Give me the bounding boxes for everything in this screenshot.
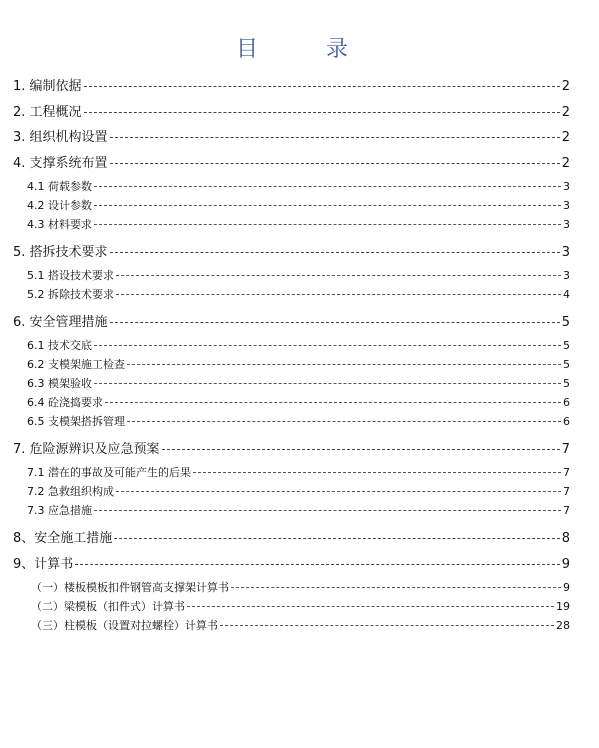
toc-entry-label: 7.3 应急措施 (27, 504, 92, 517)
toc-entry[interactable] (27, 394, 570, 408)
toc-entry-label: 7.1 潜在的事故及可能产生的后果 (27, 466, 191, 479)
toc-leader-dots (231, 587, 561, 588)
toc-entry-page: 28 (556, 619, 570, 632)
toc-entry-label: 5.2 拆除技术要求 (27, 288, 114, 301)
toc-entry-page: 9 (563, 581, 570, 594)
toc-entry-label: 9、计算书 (13, 557, 74, 572)
toc-entry[interactable] (27, 413, 570, 427)
toc-entry[interactable] (27, 197, 570, 211)
toc-entry-label: 8、安全施工措施 (13, 531, 113, 546)
toc-leader-dots (116, 491, 561, 492)
toc-entry-page: 3 (563, 218, 570, 231)
toc-entry-page: 3 (563, 180, 570, 193)
toc-entry[interactable] (27, 267, 570, 281)
toc-leader-dots (94, 205, 561, 206)
toc-entry-page: 19 (556, 600, 570, 613)
toc-entry-page: 3 (561, 245, 570, 260)
toc-leader-dots (187, 606, 554, 607)
toc-leader-dots (105, 402, 561, 403)
toc-entry-label: 7. 危险源辨识及应急预案 (13, 442, 160, 457)
toc-leader-dots (94, 383, 561, 384)
toc-entry-label: （二）梁模板（扣件式）计算书 (31, 600, 185, 613)
toc-entry-label: 6.1 技术交底 (27, 339, 92, 352)
toc-entry[interactable] (13, 152, 570, 171)
toc-entry-label: 6.2 支模架施工检查 (27, 358, 125, 371)
toc-entry-page: 5 (563, 377, 570, 390)
toc-leader-dots (110, 163, 560, 164)
toc-entry-label: 5.1 搭设技术要求 (27, 269, 114, 282)
toc-entry[interactable] (31, 598, 570, 612)
toc-leader-dots (94, 510, 561, 511)
toc-leader-dots (84, 112, 560, 113)
toc-leader-dots (75, 564, 559, 565)
toc-entry-label: 6.3 模架验收 (27, 377, 92, 390)
toc-entry-label: 4.1 荷载参数 (27, 180, 92, 193)
toc-entry-page: 7 (563, 504, 570, 517)
toc-entry[interactable] (13, 527, 570, 546)
toc-title (0, 32, 599, 62)
toc-leader-dots (94, 345, 561, 346)
toc-leader-dots (114, 538, 559, 539)
toc-entry[interactable] (27, 375, 570, 389)
toc-entry-page: 3 (563, 199, 570, 212)
toc-entry-label: 2. 工程概况 (13, 105, 82, 120)
toc-entry-label: 6. 安全管理措施 (13, 315, 108, 330)
toc-entry-label: 5. 搭拆技术要求 (13, 245, 108, 260)
toc-leader-dots (84, 86, 560, 87)
toc-entry[interactable] (13, 241, 570, 260)
toc-entry-label: 7.2 急救组织构成 (27, 485, 114, 498)
toc-leader-dots (127, 364, 561, 365)
toc-leader-dots (193, 472, 561, 473)
toc-leader-dots (94, 224, 561, 225)
toc-leader-dots (110, 322, 560, 323)
toc-entry[interactable] (27, 464, 570, 478)
toc-entry[interactable] (13, 75, 570, 94)
toc-entry-label: 4. 支撑系统布置 (13, 156, 108, 171)
toc-entry-page: 2 (561, 79, 570, 94)
toc-entry-page: 6 (563, 415, 570, 428)
toc-leader-dots (110, 137, 560, 138)
toc-entry-page: 6 (563, 396, 570, 409)
toc-entry[interactable] (27, 502, 570, 516)
toc-leader-dots (116, 275, 561, 276)
toc-entry-page: 7 (563, 485, 570, 498)
toc-entry[interactable] (31, 579, 570, 593)
toc-entry-label: （三）柱模板（设置对拉螺栓）计算书 (31, 619, 218, 632)
toc-entry-page: 9 (561, 557, 570, 572)
toc-entry-page: 5 (563, 358, 570, 371)
toc-entry-page: 3 (563, 269, 570, 282)
toc-leader-dots (116, 294, 561, 295)
toc-title-char-1: 目 (236, 37, 259, 62)
toc-entry-page: 2 (561, 156, 570, 171)
toc-entry[interactable] (27, 286, 570, 300)
toc-entry-label: 4.2 设计参数 (27, 199, 92, 212)
toc-entry-page: 5 (561, 315, 570, 330)
toc-entry-page: 7 (563, 466, 570, 479)
toc-leader-dots (127, 421, 561, 422)
toc-entry[interactable] (27, 356, 570, 370)
toc-entry-page: 2 (561, 130, 570, 145)
toc-entry-page: 7 (561, 442, 570, 457)
toc-entry[interactable] (13, 553, 570, 572)
toc-title-char-2: 录 (326, 37, 349, 62)
toc-leader-dots (162, 449, 560, 450)
toc-entry-label: 6.4 砼浇捣要求 (27, 396, 103, 409)
toc-entry-label: （一）楼板模板扣件钢管高支撑架计算书 (31, 581, 229, 594)
toc-entry[interactable] (27, 337, 570, 351)
toc-entry[interactable] (13, 101, 570, 120)
toc-entry-label: 3. 组织机构设置 (13, 130, 108, 145)
toc-entry[interactable] (27, 483, 570, 497)
toc-entry-page: 2 (561, 105, 570, 120)
toc-leader-dots (110, 252, 560, 253)
toc-entry-label: 4.3 材料要求 (27, 218, 92, 231)
toc-entry[interactable] (13, 311, 570, 330)
toc-entry-page: 4 (563, 288, 570, 301)
toc-entry[interactable] (27, 178, 570, 192)
toc-entry[interactable] (13, 438, 570, 457)
toc-entry[interactable] (27, 216, 570, 230)
toc-entry-label: 1. 编制依据 (13, 79, 82, 94)
toc-leader-dots (220, 625, 554, 626)
toc-leader-dots (94, 186, 561, 187)
toc-entry-label: 6.5 支模架搭拆管理 (27, 415, 125, 428)
toc-entry-page: 8 (561, 531, 570, 546)
toc-entry[interactable] (13, 126, 570, 145)
toc-entry[interactable] (31, 617, 570, 631)
toc-entry-page: 5 (563, 339, 570, 352)
